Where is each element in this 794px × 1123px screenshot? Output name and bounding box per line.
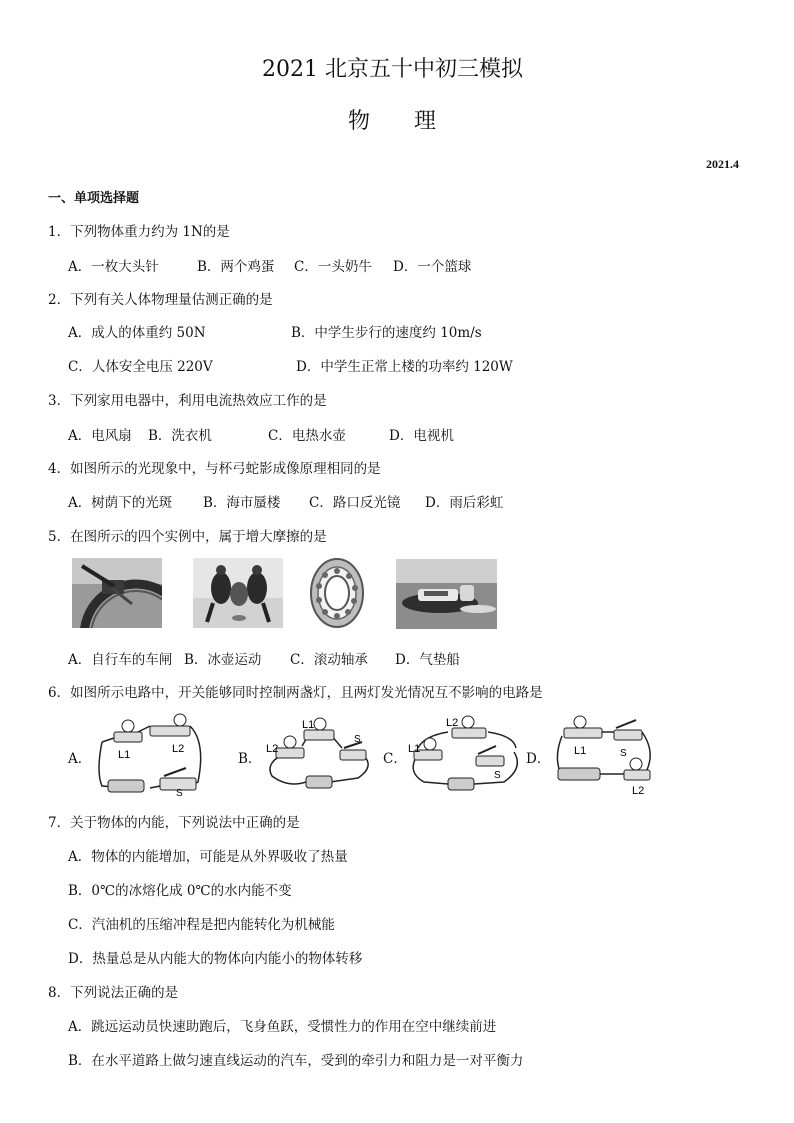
q7-option-b: B．0℃的冰熔化成 0℃的水内能不变 <box>68 883 292 899</box>
q3-option-b: B．洗衣机 <box>148 428 212 444</box>
q1-option-b: B．两个鸡蛋 <box>197 259 275 275</box>
circuit-d-diagram <box>550 712 658 798</box>
q3-option-c: C．电热水壶 <box>268 428 346 444</box>
question-3-stem: 3．下列家用电器中，利用电流热效应工作的是 <box>48 393 327 409</box>
circuit-b-l1-label: L1 <box>302 719 315 731</box>
q4-option-c: C．路口反光镜 <box>309 495 401 511</box>
q5-option-b: B．冰壶运动 <box>184 652 262 668</box>
subject-title: 物 理 <box>348 109 437 134</box>
q8-option-b: B．在水平道路上做匀速直线运动的汽车，受到的牵引力和阻力是一对平衡力 <box>68 1053 524 1069</box>
q5-option-a: A．自行车的车闸 <box>68 652 173 668</box>
q7-option-c: C．汽油机的压缩冲程是把内能转化为机械能 <box>68 917 335 933</box>
q2-option-a: A．成人的体重约 50N <box>68 325 206 341</box>
curling-photo <box>193 558 283 628</box>
circuit-c-l1-label: L1 <box>408 743 421 755</box>
circuit-a-l1-label: L1 <box>118 749 131 761</box>
circuit-b-l2-label: L2 <box>266 743 279 755</box>
q2-option-d: D．中学生正常上楼的功率约 120W <box>296 359 513 375</box>
bicycle-brake-photo <box>72 558 162 628</box>
question-8-stem: 8．下列说法正确的是 <box>48 985 179 1001</box>
question-7-stem: 7．关于物体的内能，下列说法中正确的是 <box>48 815 300 831</box>
q7-option-d: D．热量总是从内能大的物体向内能小的物体转移 <box>68 951 363 967</box>
circuit-c-l2-label: L2 <box>446 717 459 729</box>
q1-option-d: D．一个篮球 <box>393 259 472 275</box>
q6-option-d: D． <box>526 751 551 767</box>
q3-option-a: A．电风扇 <box>68 428 132 444</box>
circuit-d-s-label: S <box>620 748 627 759</box>
q1-option-c: C．一头奶牛 <box>294 259 372 275</box>
q4-option-a: A．树荫下的光斑 <box>68 495 173 511</box>
q1-option-a: A．一枚大头针 <box>68 259 159 275</box>
circuit-c-diagram <box>404 712 526 796</box>
circuit-d-l2-label: L2 <box>632 785 645 797</box>
q7-option-a: A．物体的内能增加，可能是从外界吸收了热量 <box>68 849 348 865</box>
question-6-stem: 6．如图所示电路中，开关能够同时控制两盏灯，且两灯发光情况互不影响的电路是 <box>48 685 543 701</box>
section-heading: 一、单项选择题 <box>48 191 140 206</box>
q4-option-b: B．海市蜃楼 <box>203 495 281 511</box>
circuit-a-l2-label: L2 <box>172 743 185 755</box>
q8-option-a: A．跳远运动员快速助跑后，飞身鱼跃，受惯性力的作用在空中继续前进 <box>68 1019 497 1035</box>
question-2-stem: 2．下列有关人体物理量估测正确的是 <box>48 292 273 308</box>
circuit-b-s-label: S <box>354 734 361 745</box>
q6-option-b: B． <box>238 751 262 767</box>
q6-option-a: A． <box>68 751 92 767</box>
q4-option-d: D．雨后彩虹 <box>425 495 504 511</box>
question-5-stem: 5．在图所示的四个实例中，属于增大摩擦的是 <box>48 529 327 545</box>
question-4-stem: 4．如图所示的光现象中，与杯弓蛇影成像原理相同的是 <box>48 461 381 477</box>
circuit-d-l1-label: L1 <box>574 745 587 757</box>
q2-option-c: C．人体安全电压 220V <box>68 359 213 375</box>
circuit-b-diagram <box>258 712 380 796</box>
circuit-c-s-label: S <box>494 770 501 781</box>
q3-option-d: D．电视机 <box>389 428 454 444</box>
q5-option-d: D．气垫船 <box>395 652 460 668</box>
page-title: 2021 北京五十中初三模拟 <box>262 57 523 82</box>
question-1-stem: 1．下列物体重力约为 1N的是 <box>48 224 230 240</box>
q5-option-c: C．滚动轴承 <box>290 652 368 668</box>
circuit-a-diagram <box>90 712 210 798</box>
q2-option-b: B．中学生步行的速度约 10m/s <box>291 325 482 341</box>
circuit-a-s-label: S <box>176 788 183 798</box>
exam-date: 2021.4 <box>706 157 739 171</box>
rolling-bearing-photo <box>305 555 370 631</box>
hovercraft-photo <box>396 559 497 629</box>
q6-option-c: C． <box>383 751 407 767</box>
